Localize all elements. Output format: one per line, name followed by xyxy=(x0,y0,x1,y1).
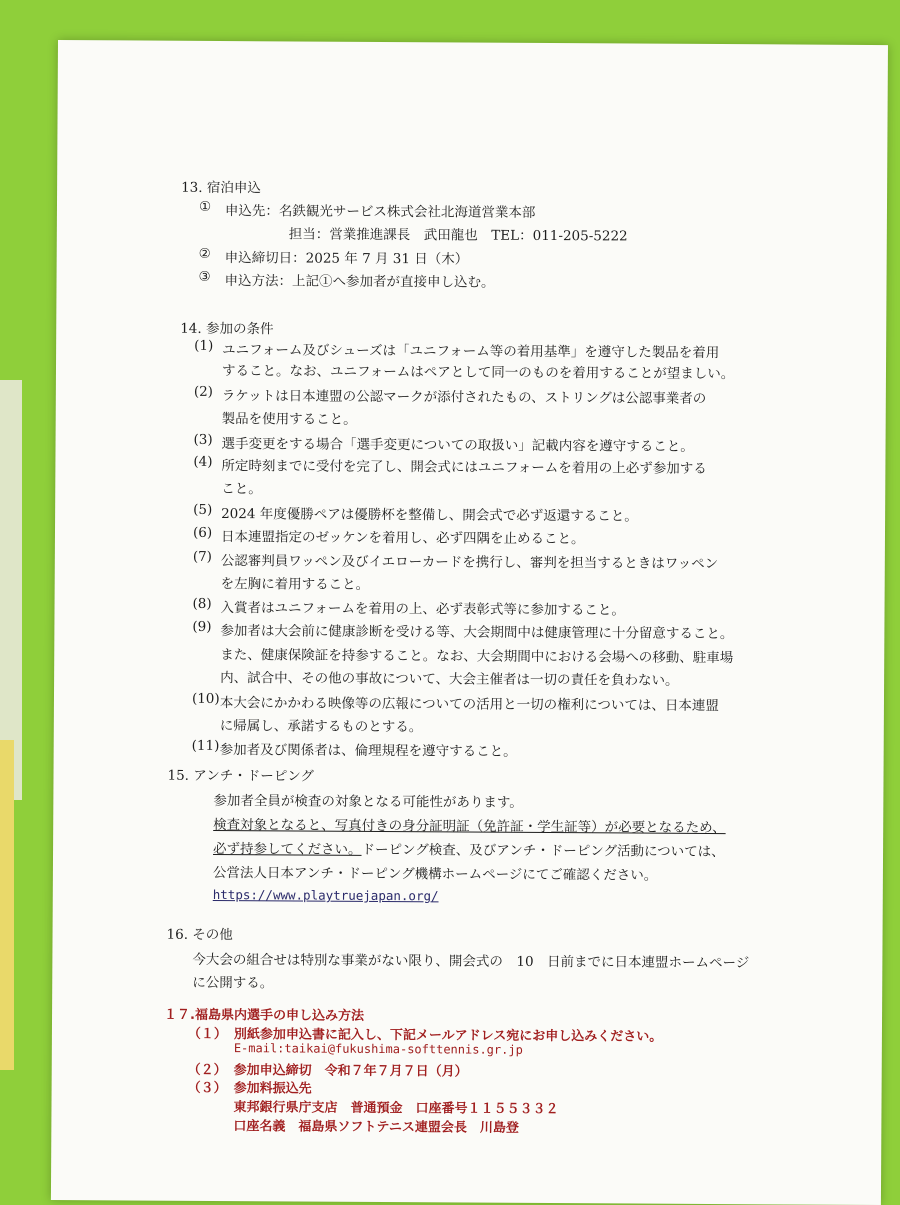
s14-item-9-line-3: 内、試合中、その他の事故について、大会主催者は一切の責任を負わない。 xyxy=(220,670,679,689)
s14-item-1-line-2: すること。なお、ユニフォームはペアとして同一のものを着用することが望ましい。 xyxy=(221,363,735,383)
s14-item-6-line-1: 日本連盟指定のゼッケンを着用し、必ず四隅を止めること。 xyxy=(220,529,585,548)
document-page xyxy=(51,40,888,1205)
s14-item-10-line-2: に帰属し、承諾するものとする。 xyxy=(219,718,423,736)
s17-item-2-num: （２） xyxy=(187,1062,227,1079)
s16-line-1: 今大会の組合せは特別な事業がない限り、開会式の 10 日前までに日本連盟ホームページ xyxy=(192,951,750,972)
s15-line-3-rest: ドーピング検査、及びアンチ・ドーピング活動については、 xyxy=(361,841,725,861)
s13-item-2-text: 申込締切日：2025 年 7 月 31 日（木） xyxy=(224,250,469,268)
s14-item-9-num: (9) xyxy=(192,618,212,635)
s14-item-11-num: (11) xyxy=(191,737,220,754)
s14-item-9-line-1: 参加者は大会前に健康診断を受ける等、大会期間中は健康管理に十分留意すること。 xyxy=(220,623,734,643)
s13-item-1-num: ① xyxy=(198,198,212,215)
s14-item-11-line-1: 参加者及び関係者は、倫理規程を遵守すること。 xyxy=(219,742,517,760)
s17-account-line: 口座名義 福島県ソフトテニス連盟会長 川島登 xyxy=(233,1119,519,1136)
s13-item-3-text: 申込方法：上記①へ参加者が直接申し込む。 xyxy=(224,273,495,291)
s14-item-10-num: (10) xyxy=(191,690,220,707)
s17-email[interactable]: E-mail:taikai@fukushima-softtennis.gr.jp xyxy=(233,1041,523,1057)
s14-item-9-line-2: また、健康保険証を持参すること。なお、大会期間中における会場への移動、駐車場 xyxy=(220,647,734,667)
s14-item-7-line-2: を左胸に着用すること。 xyxy=(220,576,370,593)
s13-item-2-num: ② xyxy=(198,245,211,262)
s14-item-2-line-2: 製品を使用すること。 xyxy=(221,411,357,428)
s14-item-2-num: (2) xyxy=(193,383,214,400)
s17-bank-line: 東邦銀行県庁支店 普通預金 口座番号１１５５３３２ xyxy=(233,1100,559,1118)
s14-item-7-line-1: 公認審判員ワッペン及びイエローカードを携行し、審判を担当するときはワッペン xyxy=(220,553,719,573)
section-17-heading: １７.福島県内選手の申し込み方法 xyxy=(163,1007,365,1024)
background-book-edge-yellow xyxy=(0,740,14,1070)
s14-item-4-num: (4) xyxy=(193,453,213,470)
background-book-edge xyxy=(0,380,22,800)
s14-item-2-line-1: ラケットは日本連盟の公認マークが添付されたもの、ストリングは公認事業者の xyxy=(221,388,707,407)
s14-item-3-num: (3) xyxy=(193,431,213,448)
s13-item-3-num: ③ xyxy=(198,268,211,285)
s15-line-3 xyxy=(213,837,725,860)
s15-line-3-underlined: 必ず持参してください。 xyxy=(213,840,362,858)
s17-item-1-num: （１） xyxy=(187,1026,227,1043)
s16-line-2: に公開する。 xyxy=(192,974,274,992)
s14-item-1-line-1: ユニフォーム及びシューズは「ユニフォーム等の着用基準」を遵守した製品を着用 xyxy=(222,342,720,362)
section-13-heading: 13. 宿泊申込 xyxy=(181,179,261,197)
s17-item-3-text: 参加料振込先 xyxy=(233,1081,312,1097)
anti-doping-url-link[interactable]: https://www.playtruejapan.org/ xyxy=(212,886,439,904)
section-14-heading: 14. 参加の条件 xyxy=(180,320,274,338)
s14-item-8-line-1: 入賞者はユニフォームを着用の上、必ず表彰式等に参加すること。 xyxy=(220,600,625,619)
s14-item-5-num: (5) xyxy=(193,501,213,518)
s14-item-4-line-1: 所定時刻までに受付を完了し、開会式にはユニフォームを着用の上必ず参加する xyxy=(221,458,707,477)
s15-line-2-underlined: 検査対象となると、写真付きの身分証明証（免許証・学生証等）が必要となるため、 xyxy=(213,816,726,837)
s17-item-2-text: 参加申込締切 令和７年７月７日（月） xyxy=(233,1063,468,1080)
s13-item-1-contact: 担当：営業推進課長 武田龍也 TEL：011-205-5222 xyxy=(288,226,628,245)
s13-item-1-text: 申込先：名鉄観光サービス株式会社北海道営業本部 xyxy=(224,203,536,221)
section-15-heading: 15. アンチ・ドーピング xyxy=(167,767,315,785)
section-16-heading: 16. その他 xyxy=(166,926,233,944)
s14-item-6-num: (6) xyxy=(192,524,213,541)
s17-item-1-text: 別紙参加申込書に記入し、下記メールアドレス宛にお申し込みください。 xyxy=(233,1027,663,1045)
s14-item-7-num: (7) xyxy=(192,548,213,565)
s15-line-4: 公営法人日本アンチ・ドーピング機構ホームページにてご確認ください。 xyxy=(212,864,658,884)
s14-item-8-num: (8) xyxy=(192,595,212,612)
s14-item-4-line-2: こと。 xyxy=(221,481,262,498)
s17-item-3-num: （３） xyxy=(187,1080,227,1097)
s14-item-3-line-1: 選手変更をする場合「選手変更についての取扱い」記載内容を遵守すること。 xyxy=(221,436,694,455)
s15-line-1: 参加者全員が検査の対象となる可能性があります。 xyxy=(213,792,523,811)
s14-item-1-num: (1) xyxy=(194,337,214,354)
s14-item-5-line-1: 2024 年度優勝ペアは優勝杯を整備し、開会式で必ず返還すること。 xyxy=(221,506,638,525)
s14-item-10-line-1: 本大会にかかわる映像等の広報についての活用と一切の権利については、日本連盟 xyxy=(219,695,719,715)
